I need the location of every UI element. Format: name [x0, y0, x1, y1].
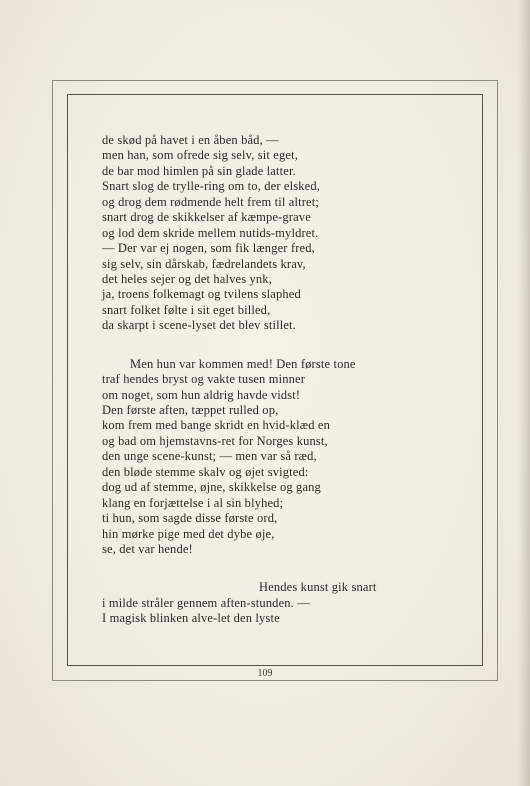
poem-line: hin mørke pige med det dybe øje, [102, 526, 275, 541]
poem-line: dog ud af stemme, øjne, skikkelse og gang [102, 480, 321, 495]
poem-line: Den første aften, tæppet rulled op, [102, 403, 279, 417]
poem-line: men han, som ofrede sig selv, sit eget, [102, 148, 298, 163]
poem-text-block [102, 133, 422, 627]
poem-line: det heles sejer og det halves ynk, [102, 271, 272, 286]
page-number: 109 [257, 668, 273, 679]
poem-line: og bad om hjemstavns-ret for Norges kunst, [102, 433, 328, 448]
poem-line: se, det var hende! [102, 541, 193, 556]
poem-line: Snart slog de trylle-ring om to, der elsked, [102, 179, 321, 194]
poem-line: I magisk blinken alve-let den lyste [102, 611, 280, 626]
poem-line: og drog dem rødmende helt frem til altret; [102, 194, 319, 209]
poem-line: traf hendes bryst og vakte tusen minner [102, 372, 306, 387]
poem-line: snart folket følte i sit eget billed, [102, 302, 271, 317]
poem-line: sig selv, sin dårskab, fædrelandets krav, [102, 256, 306, 271]
poem-line: i milde stråler gennem aften-stunden. — [102, 595, 310, 610]
poem-line: de skød på havet i en åben båd, — [102, 133, 279, 147]
poem-line: — Der var ej nogen, som fik længer fred, [102, 241, 315, 256]
poem-line: klang en forjættelse i al sin blyhed; [102, 495, 284, 510]
stanza-1 [102, 133, 422, 334]
stanza-2 [102, 357, 422, 558]
stanza-3 [102, 580, 422, 626]
poem-line: om noget, som hun aldrig havde vidst! [102, 387, 301, 402]
poem-line: snart drog de skikkelser af kæmpe-grave [102, 210, 311, 225]
poem-line: da skarpt i scene-lyset det blev stillet. [102, 318, 296, 333]
poem-line: de bar mod himlen på sin glade latter. [102, 163, 296, 178]
poem-line: Men hun var kommen med! Den første tone [130, 356, 356, 371]
poem-line: den unge scene-kunst; — men var så ræd, [102, 449, 317, 464]
poem-line: og lod dem skride mellem nutids-myldret. [102, 225, 319, 240]
poem-line: den bløde stemme skalv og øjet svigted: [102, 464, 309, 479]
poem-line: ja, troens folkemagt og tvilens slaphed [102, 287, 301, 302]
poem-line: kom frem med bange skridt en hvid-klæd en [102, 418, 330, 433]
poem-line: ti hun, som sagde disse første ord, [102, 511, 278, 526]
poem-line: Hendes kunst gik snart [259, 580, 377, 595]
